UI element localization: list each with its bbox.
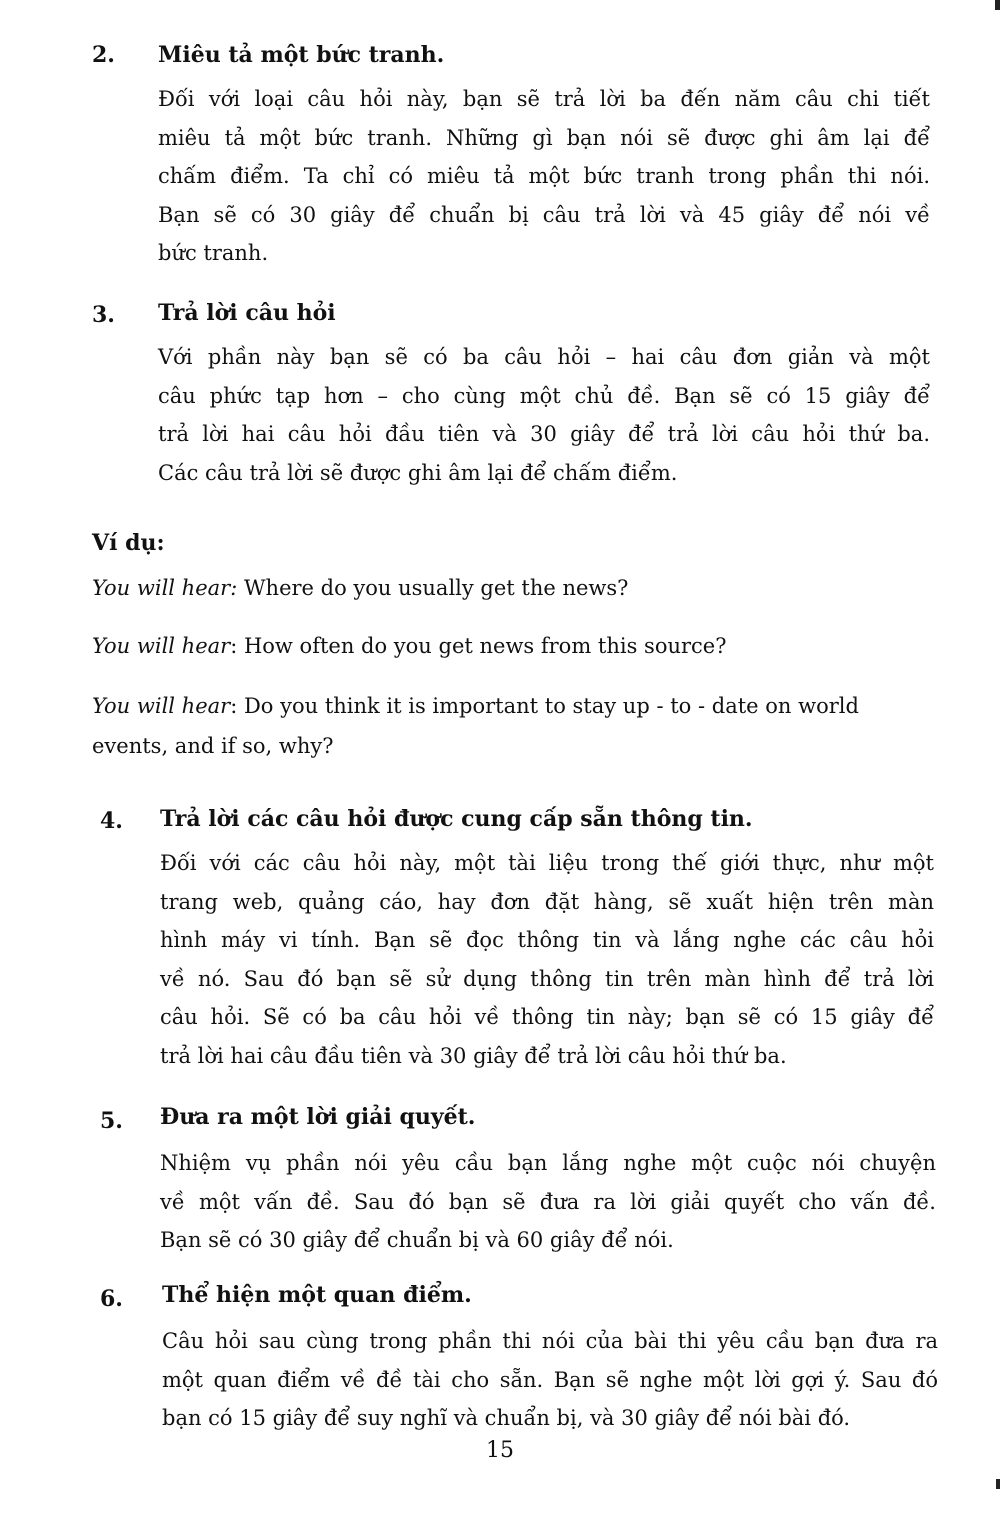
body-line: hình máy vi tính. Bạn sẽ đọc thông tin và lắng nghe các câu hỏi bbox=[160, 928, 934, 952]
section-title: Trả lời câu hỏi bbox=[158, 300, 336, 326]
example-prefix: You will hear: bbox=[92, 576, 238, 600]
body-line: Các câu trả lời sẽ được ghi âm lại để chấm điểm. bbox=[158, 460, 678, 485]
body-line: bức tranh. bbox=[158, 241, 269, 265]
section-number: 4. bbox=[100, 808, 123, 834]
body-line: bạn có 15 giây để suy nghĩ và chuẩn bị, và 30 giây để nói bài đó. bbox=[162, 1406, 851, 1430]
section-number: 6. bbox=[100, 1286, 123, 1312]
body-line: miêu tả một bức tranh. Những gì bạn nói sẽ được ghi âm lại để bbox=[158, 125, 930, 150]
section-title: Thể hiện một quan điểm. bbox=[162, 1282, 472, 1308]
section-number: 5. bbox=[100, 1108, 123, 1134]
section-number: 2. bbox=[92, 42, 115, 68]
body-line: Bạn sẽ có 30 giây để chuẩn bị và 60 giây để nói. bbox=[160, 1228, 674, 1252]
body-line: Câu hỏi sau cùng trong phần thi nói của bài thi yêu cầu bạn đưa ra bbox=[162, 1329, 938, 1353]
body-line: Bạn sẽ có 30 giây để chuẩn bị câu trả lời và 45 giây để nói về bbox=[158, 202, 930, 227]
section-number: 3. bbox=[92, 302, 115, 328]
scan-edge-mark bbox=[995, 0, 1000, 10]
body-line: về nó. Sau đó bạn sẽ sử dụng thông tin trên màn hình để trả lời bbox=[160, 966, 934, 991]
body-line: trang web, quảng cáo, hay đơn đặt hàng, sẽ xuất hiện trên màn bbox=[160, 889, 934, 914]
body-line: Nhiệm vụ phần nói yêu cầu bạn lắng nghe một cuộc nói chuyện bbox=[160, 1151, 936, 1175]
section-body bbox=[162, 1322, 938, 1438]
example-line bbox=[92, 686, 932, 766]
section-body bbox=[160, 844, 934, 1075]
example-line bbox=[92, 576, 628, 600]
example-prefix: You will hear bbox=[92, 694, 231, 718]
body-line: trả lời hai câu đầu tiên và 30 giây để trả lời câu hỏi thứ ba. bbox=[160, 1043, 787, 1068]
section-title: Đưa ra một lời giải quyết. bbox=[160, 1104, 476, 1130]
body-line: Với phần này bạn sẽ có ba câu hỏi – hai câu đơn giản và một bbox=[158, 345, 930, 369]
body-line: Đối với loại câu hỏi này, bạn sẽ trả lời ba đến năm câu chi tiết bbox=[158, 87, 930, 111]
body-line: Đối với các câu hỏi này, một tài liệu trong thế giới thực, như một bbox=[160, 851, 934, 875]
body-line: trả lời hai câu hỏi đầu tiên và 30 giây để trả lời câu hỏi thứ ba. bbox=[158, 422, 930, 446]
example-line bbox=[92, 634, 726, 658]
section-body bbox=[158, 80, 930, 273]
body-line: câu hỏi. Sẽ có ba câu hỏi về thông tin này; bạn sẽ có 15 giây để bbox=[160, 1005, 934, 1029]
example-text: Where do you usually get the news? bbox=[237, 576, 629, 600]
example-title: Ví dụ: bbox=[92, 530, 165, 556]
example-prefix: You will hear bbox=[92, 634, 231, 658]
section-body bbox=[160, 1144, 936, 1260]
example-text: : How often do you get news from this source? bbox=[230, 634, 727, 658]
body-line: một quan điểm về đề tài cho sẵn. Bạn sẽ nghe một lời gợi ý. Sau đó bbox=[162, 1367, 938, 1392]
body-line: câu phức tạp hơn – cho cùng một chủ đề. Bạn sẽ có 15 giây để bbox=[158, 383, 930, 408]
section-title: Miêu tả một bức tranh. bbox=[158, 42, 445, 68]
page-number: 15 bbox=[486, 1438, 514, 1463]
example-text: : Do you think it is important to stay up - to - date on world events, and if so, why? bbox=[92, 694, 859, 758]
scan-edge-mark bbox=[996, 1479, 1000, 1489]
body-line: chấm điểm. Ta chỉ có miêu tả một bức tranh trong phần thi nói. bbox=[158, 164, 930, 188]
body-line: về một vấn đề. Sau đó bạn sẽ đưa ra lời giải quyết cho vấn đề. bbox=[160, 1189, 936, 1214]
section-title: Trả lời các câu hỏi được cung cấp sẵn thông tin. bbox=[160, 806, 753, 832]
section-body bbox=[158, 338, 930, 492]
